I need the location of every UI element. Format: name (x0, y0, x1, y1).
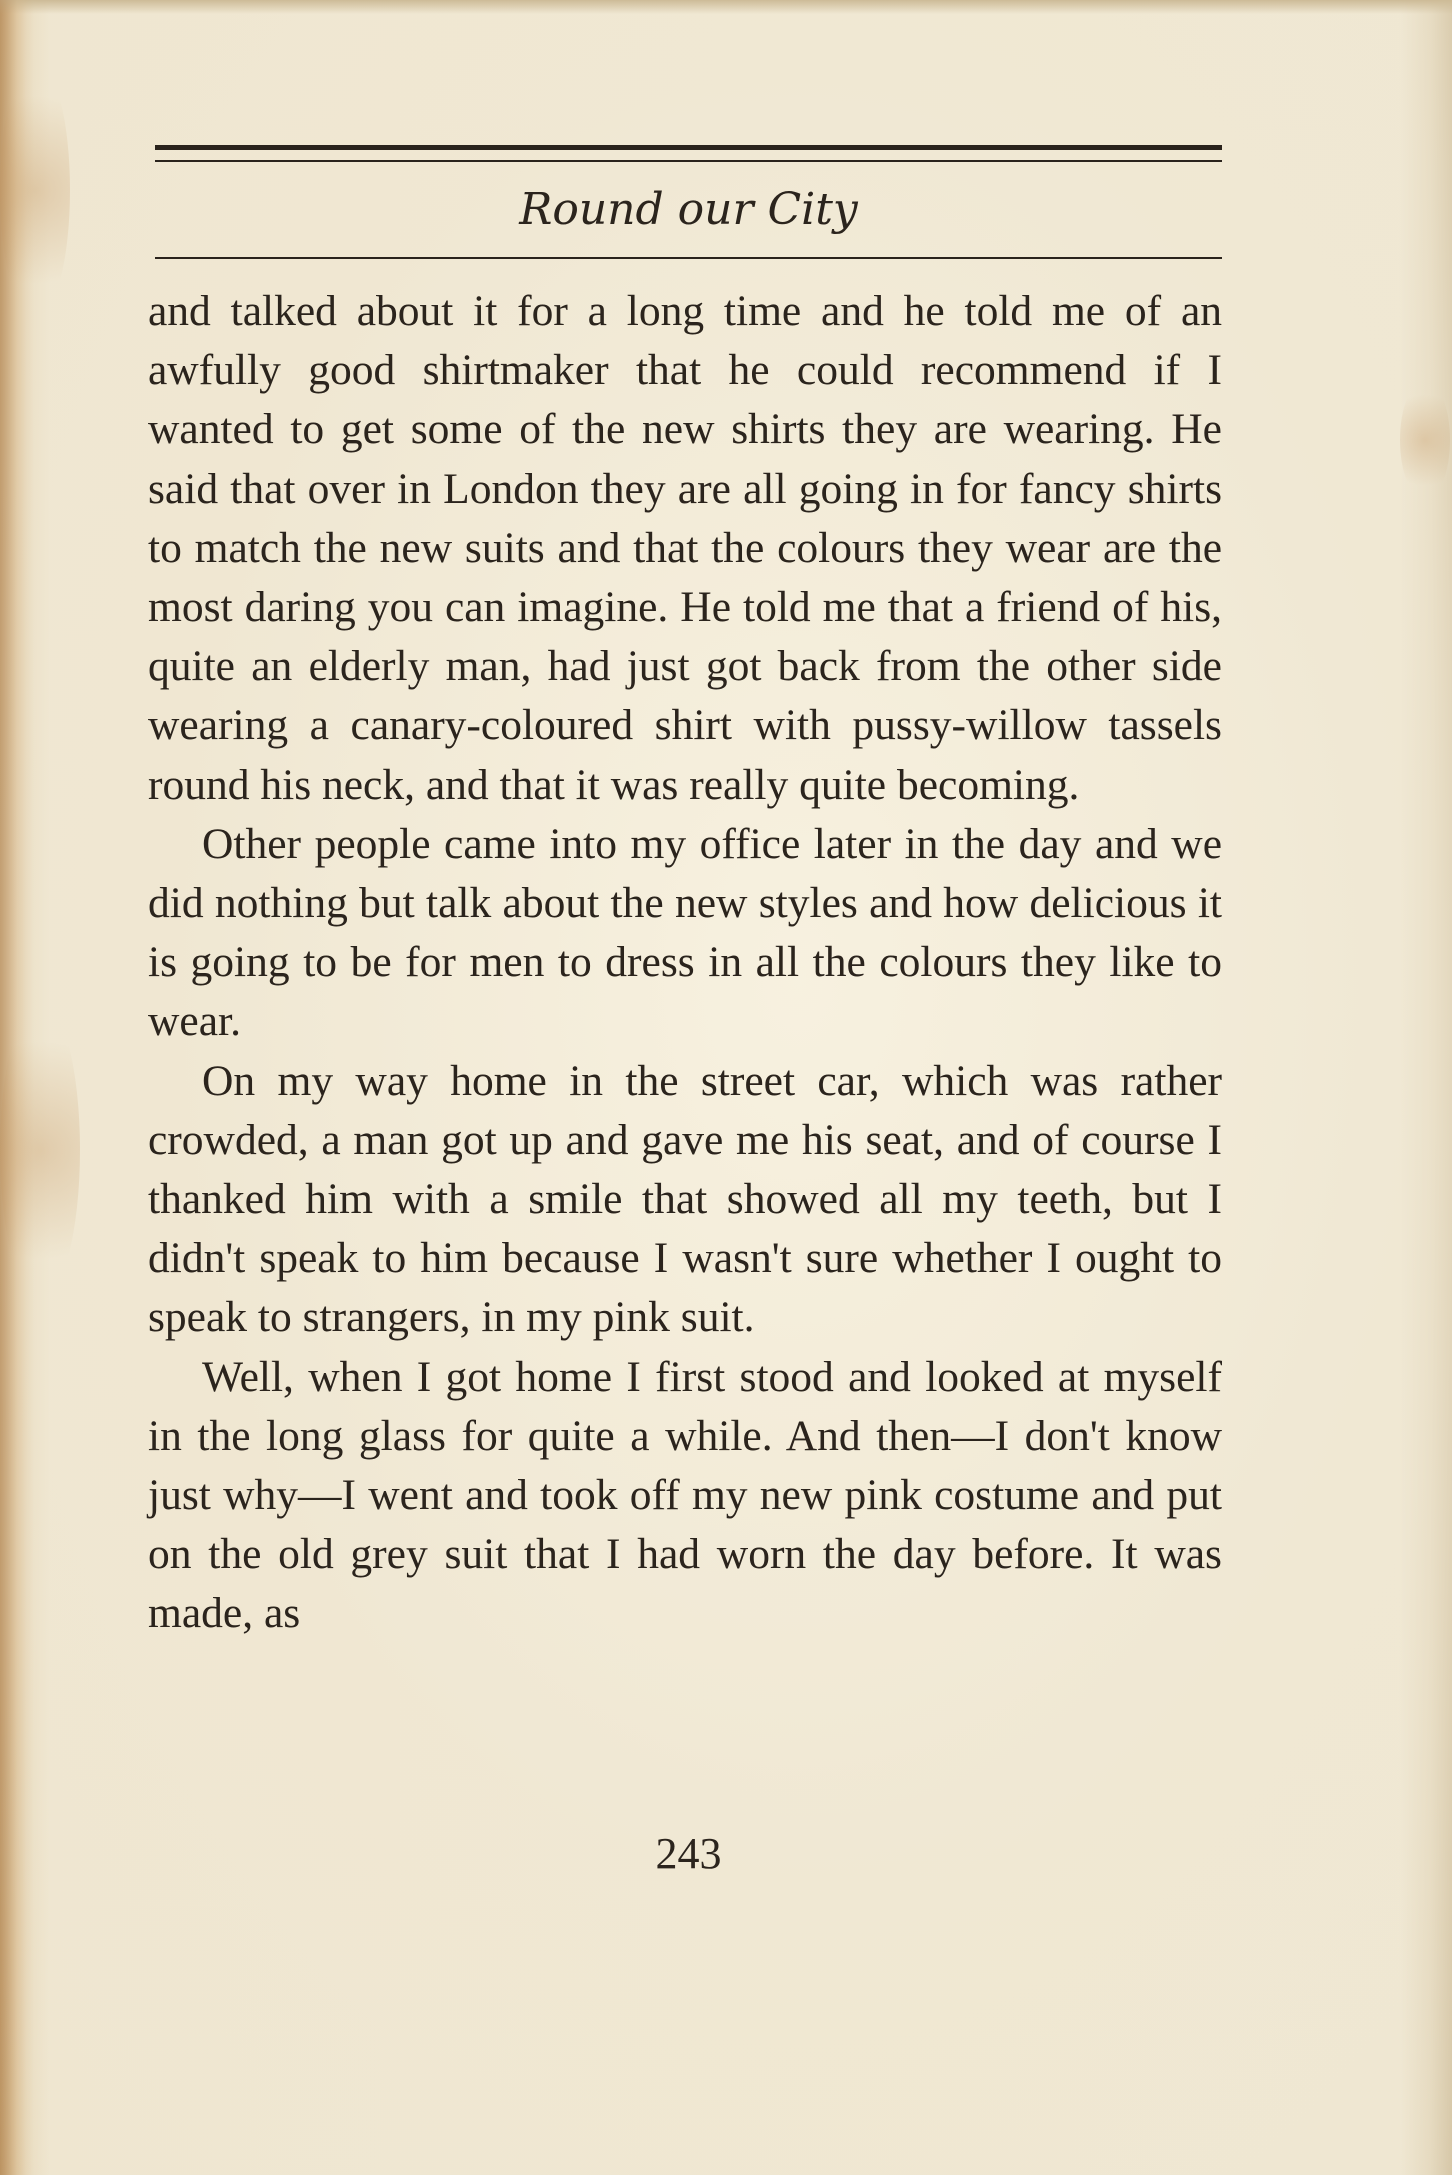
foxing-stain (0, 60, 70, 320)
page-body-text (148, 282, 1222, 1644)
foxing-stain (0, 1000, 80, 1300)
page-number: 243 (655, 1829, 722, 1878)
paragraph: On my way home in the street car, which was rather crowded, a man got up and gave me his seat, and of course I thanked him with a smile that showed all my teeth, but I didn't speak to him because I wasn't sure whether I ought to speak to strangers, in my pink suit. (148, 1056, 1222, 1342)
header-rule-thin (155, 160, 1222, 162)
running-head-title: Round our City (519, 184, 858, 235)
header-rule-bottom (155, 257, 1222, 259)
foxing-stain (1400, 380, 1450, 500)
header-rule-heavy (155, 145, 1222, 150)
paragraph: Well, when I got home I first stood and looked at myself in the long glass for quite a while. And then—I don't know just why—I went and took off my new pink costume and put on the old grey suit that I had worn the day before. It was made, as (148, 1352, 1222, 1638)
page-top-edge (0, 0, 1452, 14)
paragraph: Other people came into my office later in the day and we did nothing but talk about the new styles and how delicious it is going to be for men to dress in all the colours they like to wear. (148, 819, 1222, 1046)
paragraph: and talked about it for a long time and he told me of an awfully good shirtmaker that he could recommend if I wanted to get some of the new shirts they are wearing. He said that over in London they are all going in for fancy shirts to match the new suits and that the colours they wear are the most daring you can imagine. He told me that a friend of his, quite an elderly man, had just got back from the other side wearing a canary-coloured shirt with pussy-willow tassels round his neck, and that it was really quite becoming. (148, 287, 1222, 809)
